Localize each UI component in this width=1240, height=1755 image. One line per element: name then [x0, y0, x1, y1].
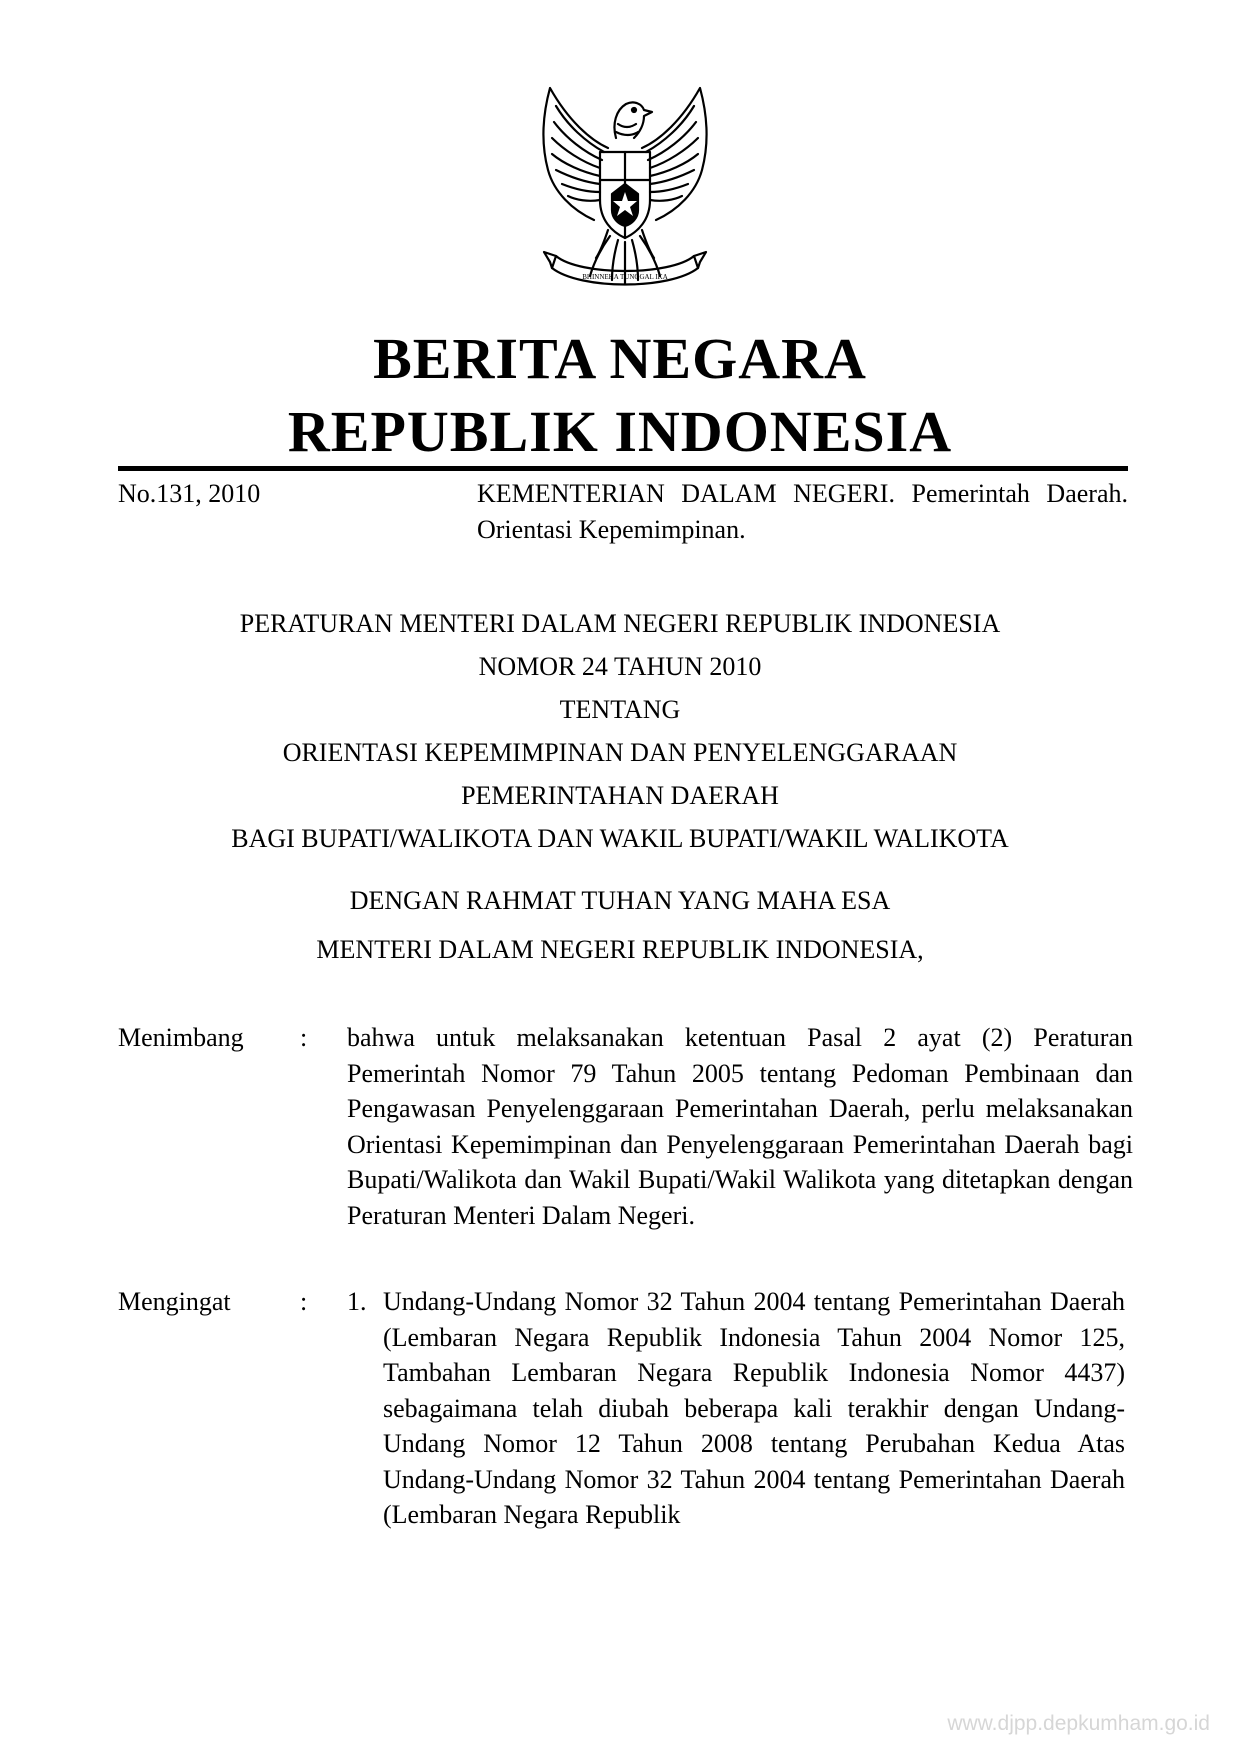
issue-number: No.131, 2010: [118, 479, 261, 508]
regulation-title-line: ORIENTASI KEPEMIMPINAN DAN PENYELENGGARAAN: [282, 738, 958, 767]
regulation-title-line: BAGI BUPATI/WALIKOTA DAN WAKIL BUPATI/WAKIL WALIKOTA: [231, 824, 1009, 853]
regulation-title-line: NOMOR 24 TAHUN 2010: [478, 652, 762, 681]
opening-line: DENGAN RAHMAT TUHAN YANG MAHA ESA: [349, 886, 891, 915]
masthead-line-1: BERITA NEGARA: [373, 326, 867, 391]
mengingat-item-text: Undang-Undang Nomor 32 Tahun 2004 tentang Pemerintahan Daerah (Lembaran Negara Republik Indonesia Tahun 2004 Nomor 125, Tambahan Lembaran Negara Republik Indonesia Nomor 4437) sebagaimana telah diubah beberapa kali terakhir dengan Undang-Undang Nomor 12 Tahun 2008 tentang Perubahan Kedua Atas Undang-Undang Nomor 32 Tahun 2004 tentang Pemerintahan Daerah (Lembaran Negara Republik: [383, 1287, 1125, 1529]
masthead-divider: [118, 466, 1128, 471]
menimbang-label: Menimbang: [118, 1023, 244, 1052]
emblem-motto: BHINNEKA TUNGGAL IKA: [582, 273, 668, 281]
masthead-line-2: REPUBLIK INDONESIA: [287, 399, 953, 464]
mengingat-item-number: 1.: [347, 1287, 367, 1316]
opening-line: MENTERI DALAM NEGERI REPUBLIK INDONESIA,: [316, 935, 924, 964]
mengingat-label: Mengingat: [118, 1287, 231, 1316]
menimbang-colon: :: [300, 1023, 308, 1052]
regulation-title-line: TENTANG: [559, 695, 681, 724]
watermark: www.djpp.depkumham.go.id: [947, 1712, 1210, 1735]
mengingat-colon: :: [300, 1287, 308, 1316]
regulation-title-line: PEMERINTAHAN DAERAH: [461, 781, 779, 810]
garuda-emblem-icon: [520, 80, 730, 302]
menimbang-text: bahwa untuk melaksanakan ketentuan Pasal 2 ayat (2) Peraturan Pemerintah Nomor 79 Tahun 2005 tentang Pedoman Pembinaan dan Pengawasan Penyelenggaraan Pemerintahan Daerah, perlu melaksanakan Orientasi Kepemimpinan dan Penyelenggaraan Pemerintahan Daerah bagi Bupati/Walikota dan Wakil Bupati/Wakil Walikota yang ditetapkan dengan Peraturan Menteri Dalam Negeri.: [347, 1023, 1133, 1230]
opening-statement: [0, 876, 1240, 974]
regulation-title-line: PERATURAN MENTERI DALAM NEGERI REPUBLIK INDONESIA: [239, 609, 1001, 638]
issue-subject: KEMENTERIAN DALAM NEGERI. Pemerintah Daerah. Orientasi Kepemimpinan.: [477, 479, 1128, 544]
regulation-title: [0, 602, 1240, 860]
